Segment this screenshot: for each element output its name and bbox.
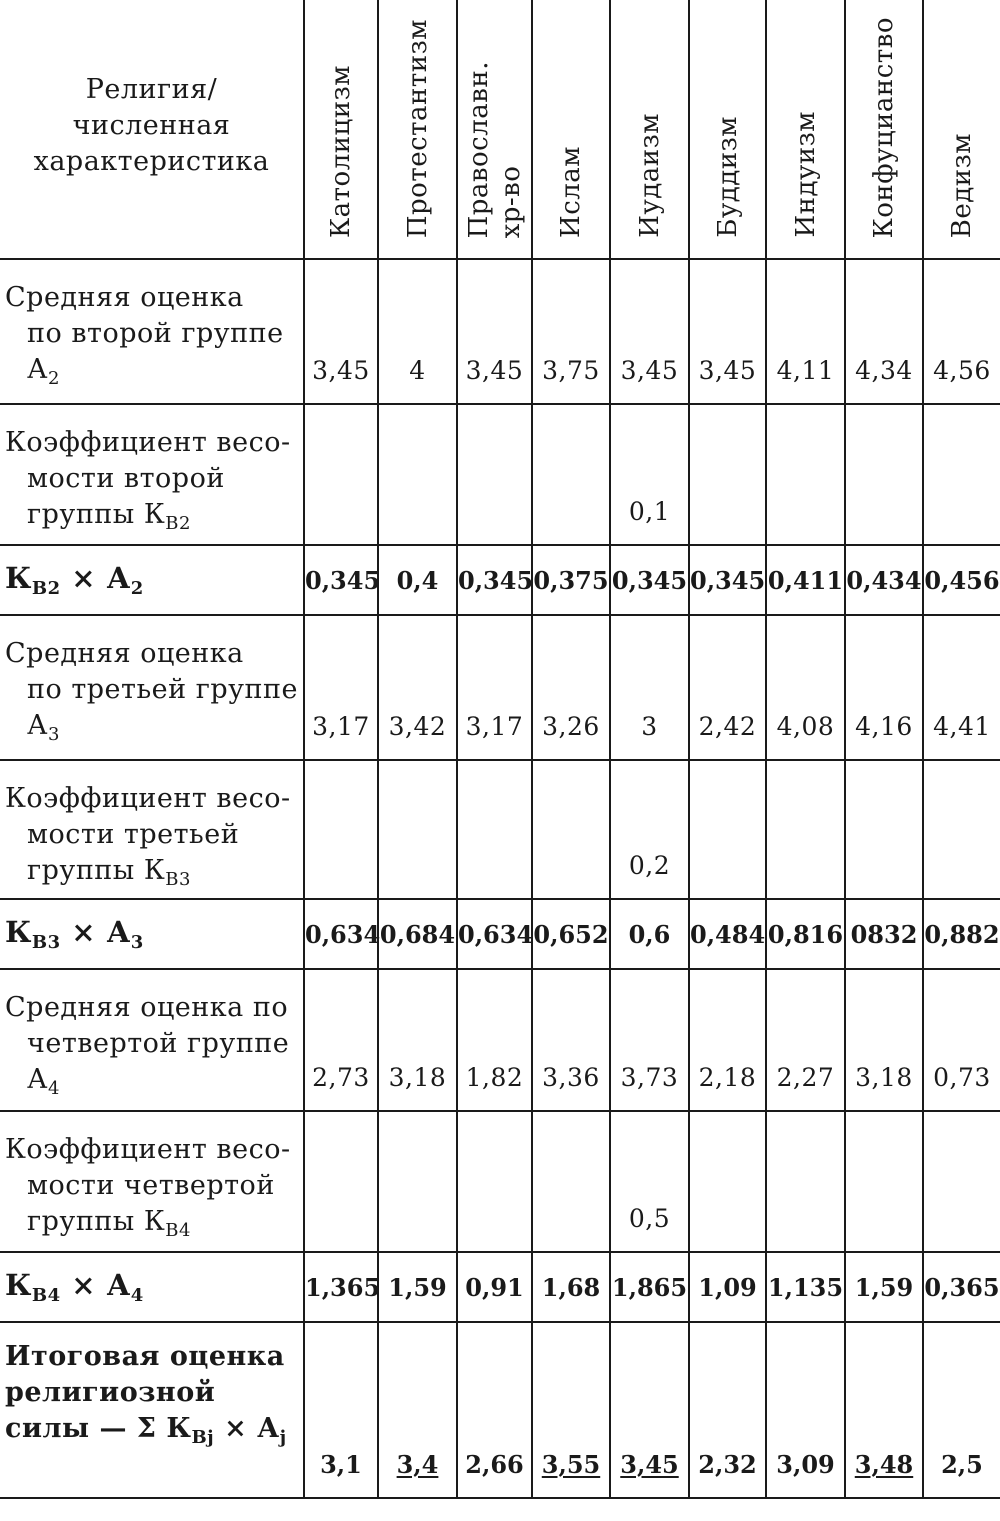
row-label: Итоговая оценка религиозной силы — Σ $К_{Bj} \times А_j$	[0, 1322, 304, 1498]
table-cell: 0,4	[378, 545, 457, 615]
table-cell: 1,865	[610, 1252, 689, 1322]
table-cell: 0,434	[845, 545, 923, 615]
header-religion: Ведизм	[923, 0, 1000, 259]
table-cell: 2,18	[689, 969, 766, 1111]
row-coef-group4	[0, 1111, 1000, 1252]
table-cell: 0,456	[923, 545, 1000, 615]
row-label: $К_{В3} \times А_3$	[0, 899, 304, 969]
header-religion: Индуизм	[766, 0, 845, 259]
row-label: Коэффициент весо- мости второй группы $К_{В2}$	[0, 404, 304, 545]
table-cell: 0,91	[457, 1252, 532, 1322]
table-cell: 4,16	[845, 615, 923, 760]
table-cell: 4,08	[766, 615, 845, 760]
table-cell: 0,345	[304, 545, 378, 615]
row-avg-group3	[0, 615, 1000, 760]
row-label: Средняя оценка по второй группе $А_2$	[0, 259, 304, 404]
row-product-group4	[0, 1252, 1000, 1322]
header-religion: Православн. хр-во	[457, 0, 532, 259]
table-cell: 3,26	[532, 615, 610, 760]
row-coef-group3	[0, 760, 1000, 899]
table-cell: 0,345	[610, 545, 689, 615]
table-cell: 2,5	[923, 1322, 1000, 1498]
table-cell: 2,42	[689, 615, 766, 760]
table-cell: 4	[378, 259, 457, 404]
header-religion: Католицизм	[304, 0, 378, 259]
table-cell: 3	[610, 615, 689, 760]
table-cell: 3,36	[532, 969, 610, 1111]
table-cell: 0,634	[304, 899, 378, 969]
table-cell: 1,82	[457, 969, 532, 1111]
table-cell: 0,345	[457, 545, 532, 615]
table-cell: 3,45	[610, 259, 689, 404]
table-cell: 0,634	[457, 899, 532, 969]
table-cell: 0,652	[532, 899, 610, 969]
corner-line-1: Религия/	[85, 74, 218, 105]
header-religion: Буддизм	[689, 0, 766, 259]
table-cell: 3,18	[845, 969, 923, 1111]
table-cell: 0832	[845, 899, 923, 969]
row-label: Коэффициент весо- мости четвертой группы $К_{В4}$	[0, 1111, 304, 1252]
table-cell: 0,882	[923, 899, 1000, 969]
table-cell: 0,6	[610, 899, 689, 969]
table-cell: 0,484	[689, 899, 766, 969]
row-label: Средняя оценка по четвертой группе $А_4$	[0, 969, 304, 1111]
table-cell: 4,41	[923, 615, 1000, 760]
header-religion: Протестантизм	[378, 0, 457, 259]
table-cell: 3,42	[378, 615, 457, 760]
row-label: Коэффициент весо- мости третьей группы $К_{В3}$	[0, 760, 304, 899]
table-cell: 0,345	[689, 545, 766, 615]
table-cell: 1,68	[532, 1252, 610, 1322]
row-total	[0, 1322, 1000, 1498]
row-product-group3	[0, 899, 1000, 969]
table-cell: 3,48	[845, 1322, 923, 1498]
table-cell: 0,375	[532, 545, 610, 615]
table-cell: 0,365	[923, 1252, 1000, 1322]
table-cell: 4,11	[766, 259, 845, 404]
table-cell: 3,1	[304, 1322, 378, 1498]
row-label: Средняя оценка по третьей группе $А_3$	[0, 615, 304, 760]
table-cell: 0,5	[610, 1111, 689, 1252]
table-cell: 2,66	[457, 1322, 532, 1498]
row-coef-group2	[0, 404, 1000, 545]
table-cell: 0,684	[378, 899, 457, 969]
table-cell: 1,59	[845, 1252, 923, 1322]
header-corner	[0, 0, 304, 259]
table-cell: 1,135	[766, 1252, 845, 1322]
table-cell: 3,73	[610, 969, 689, 1111]
row-label: $К_{В4} \times А_4$	[0, 1252, 304, 1322]
table-cell: 1,09	[689, 1252, 766, 1322]
table-cell: 3,45	[457, 259, 532, 404]
table-cell: 0,411	[766, 545, 845, 615]
corner-line-2: численная	[72, 110, 231, 141]
table-cell: 3,75	[532, 259, 610, 404]
table-cell: 3,4	[378, 1322, 457, 1498]
table-cell: 0,2	[610, 760, 689, 899]
table-cell: 3,55	[532, 1322, 610, 1498]
table-cell: 2,32	[689, 1322, 766, 1498]
header-religion: Ислам	[532, 0, 610, 259]
table-cell: 4,34	[845, 259, 923, 404]
table-cell: 1,365	[304, 1252, 378, 1322]
table-cell: 3,45	[610, 1322, 689, 1498]
table-cell: 3,45	[304, 259, 378, 404]
header-row	[0, 0, 1000, 259]
header-religion: Иудаизм	[610, 0, 689, 259]
row-product-group2	[0, 545, 1000, 615]
header-religion: Конфуцианство	[845, 0, 923, 259]
table-cell: 3,17	[304, 615, 378, 760]
corner-line-3: характеристика	[33, 146, 270, 177]
row-avg-group4	[0, 969, 1000, 1111]
table-cell: 2,27	[766, 969, 845, 1111]
table-cell: 1,59	[378, 1252, 457, 1322]
table-cell: 3,18	[378, 969, 457, 1111]
table-cell: 3,09	[766, 1322, 845, 1498]
table-cell: 0,1	[610, 404, 689, 545]
table-cell: 3,45	[689, 259, 766, 404]
row-label: $К_{В2} \times А_2$	[0, 545, 304, 615]
table-cell: 0,73	[923, 969, 1000, 1111]
table-cell: 2,73	[304, 969, 378, 1111]
table-cell: 3,17	[457, 615, 532, 760]
row-avg-group2	[0, 259, 1000, 404]
table-cell: 4,56	[923, 259, 1000, 404]
table-cell: 0,816	[766, 899, 845, 969]
